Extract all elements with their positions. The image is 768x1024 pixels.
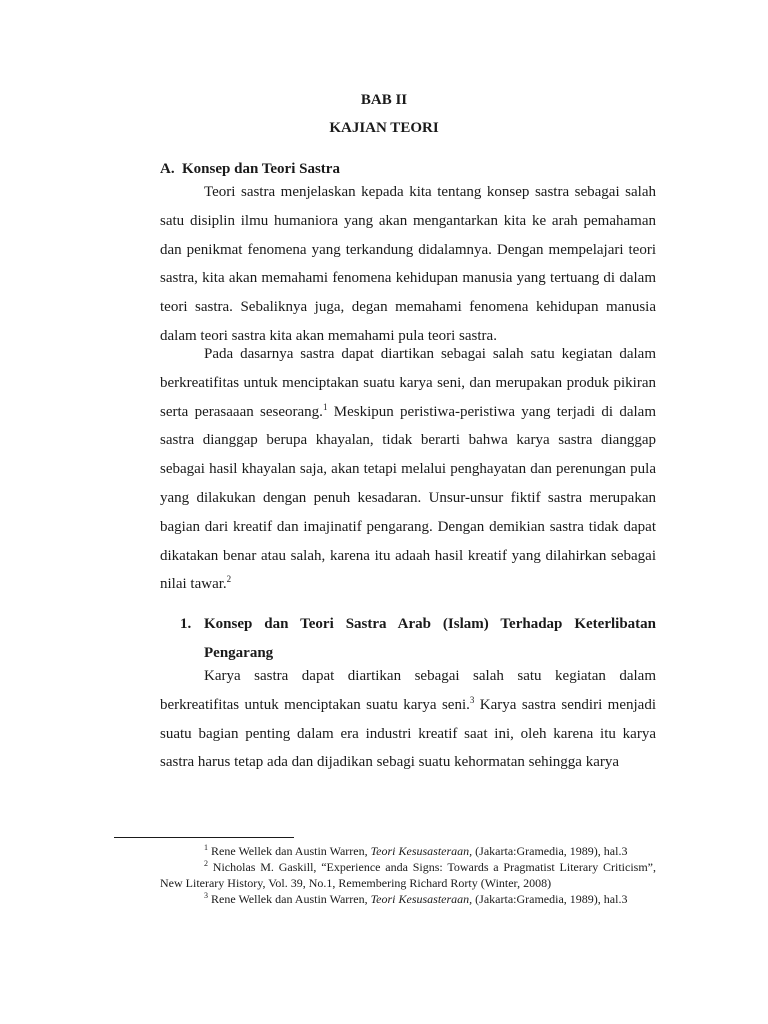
chapter-number: BAB II — [360, 92, 408, 108]
paragraph-1-text: Teori sastra menjelaskan kepada kita tentang konsep sastra sebagai salah satu disiplin ilmu humaniora yang akan mengantarkan kita ke arah pemahaman dan penikmat fenomena yang terkandung didalamnya. Dengan mempelajari teori sastra, kita akan memahami fenomena kehidupan manusia yang tertuang di dalam teori sastra. Sebaliknya juga, degan memahami fenomena kehidupan manusia dalam teori sastra kita akan memahami pula teori sastra. — [160, 184, 656, 344]
footnote-separator — [114, 837, 294, 838]
subsection-title: Konsep dan Teori Sastra Arab (Islam) Terhadap Keterlibatan Pengarang — [204, 616, 656, 661]
footnote-1-book-title: Teori Kesusasteraan, — [370, 844, 473, 858]
section-marker: A. — [160, 161, 175, 177]
footnote-3-book-title: Teori Kesusasteraan, — [370, 892, 473, 906]
footnote-1-text-a: Rene Wellek dan Austin Warren, — [208, 844, 371, 858]
subsection-heading — [180, 610, 656, 668]
footnote-3-number: 3 — [204, 891, 208, 900]
footnote-ref-1[interactable]: 1 — [322, 401, 328, 412]
footnote-3 — [160, 891, 656, 907]
paragraph-1 — [160, 178, 656, 351]
footnote-3-text-b: (Jakarta:Gramedia, 1989), hal.3 — [472, 892, 628, 906]
footnote-1-number: 1 — [204, 843, 208, 852]
section-heading — [160, 161, 340, 178]
chapter-title: KAJIAN TEORI — [329, 120, 439, 136]
paragraph-2-text-b: Meskipun peristiwa-peristiwa yang terjadi di dalam sastra dianggap berupa khayalan, tidak berarti bahwa karya sastra dianggap sebagai hasil khayalan saja, akan tetapi melalui penghayatan dan perenungan pula yang dilakukan dengan penuh kesadaran. Unsur-unsur fiktif sastra merupakan bagian dari kreatif dan imajinatif pengarang. Dengan demikian sastra tidak dapat dikatakan benar atau salah, karena itu adaah hasil kreatif yang dilahirkan sebagai nilai tawar. — [160, 403, 656, 593]
paragraph-3 — [160, 662, 656, 777]
paragraph-2-text-a: Pada dasarnya sastra dapat diartikan sebagai salah satu kegiatan dalam berkreatifitas untuk menciptakan suatu karya seni, dan merupakan produk pikiran serta perasaaan seseorang. — [160, 346, 656, 420]
footnote-2-text: Nicholas M. Gaskill, “Experience anda Signs: Towards a Pragmatist Literary Criticism”, New Literary History, Vol. 39, No.1, Remembering Richard Rorty (Winter, 2008) — [160, 860, 656, 890]
footnote-3-text-a: Rene Wellek dan Austin Warren, — [208, 892, 371, 906]
subsection-number: 1. — [180, 616, 192, 632]
section-title: Konsep dan Teori Sastra — [182, 161, 340, 177]
footnote-2-number: 2 — [204, 859, 208, 868]
paragraph-3-text-a: Karya sastra dapat diartikan sebagai salah satu kegiatan dalam berkreatifitas untuk menciptakan suatu karya seni. — [160, 668, 656, 713]
footnote-1 — [160, 843, 656, 859]
footnote-ref-3[interactable]: 3 — [469, 694, 475, 705]
paragraph-2 — [160, 340, 656, 599]
footnote-ref-2[interactable]: 2 — [226, 574, 232, 585]
footnotes — [160, 843, 656, 907]
paragraph-3-text-b: Karya sastra sendiri menjadi suatu bagian penting dalam era industri kreatif saat ini, oleh karena itu karya sastra harus tetap ada dan dijadikan sebagi suatu kehormatan sehingga karya — [160, 696, 656, 771]
footnote-2 — [160, 859, 656, 891]
footnote-1-text-b: (Jakarta:Gramedia, 1989), hal.3 — [472, 844, 628, 858]
